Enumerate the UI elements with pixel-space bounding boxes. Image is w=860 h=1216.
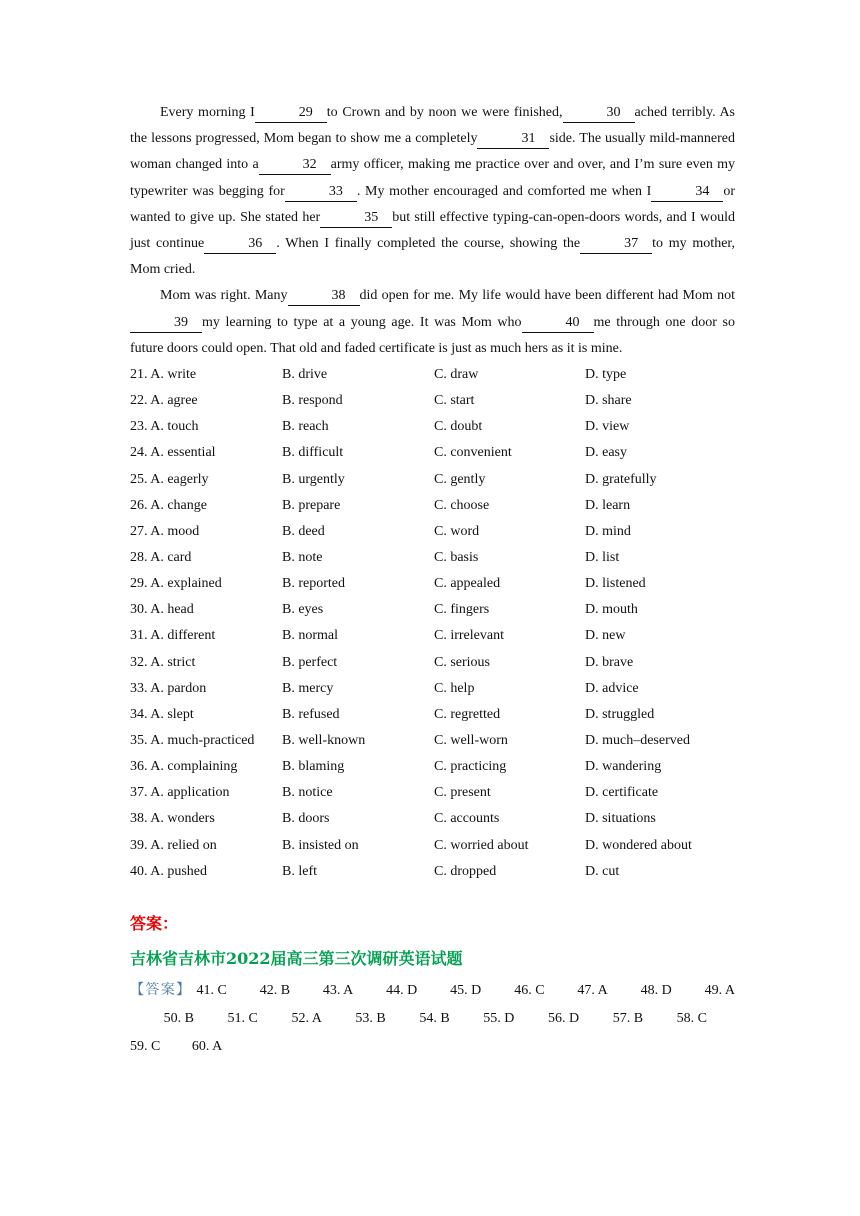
answer-item: 43. A: [322, 982, 354, 998]
question-number: 29.: [130, 576, 148, 592]
question-number: 35.: [130, 733, 148, 748]
option-c: C. appealed: [434, 576, 501, 592]
option-d: D. type: [585, 367, 627, 383]
answer-item: 54. B: [419, 1010, 450, 1026]
option-d: D. cut: [585, 863, 620, 879]
option-b: B. respond: [282, 393, 343, 409]
option-a-text: A. essential: [150, 445, 216, 461]
blank-31: 31: [477, 130, 549, 149]
option-row: [130, 806, 735, 832]
option-b: B. blaming: [282, 759, 345, 775]
option-row: [130, 623, 735, 649]
option-b: B. prepare: [282, 497, 341, 513]
option-c: C. well-worn: [434, 733, 508, 748]
option-b: B. difficult: [282, 445, 344, 461]
question-number: 25.: [130, 471, 148, 487]
answer-item: 55. D: [483, 1010, 515, 1026]
answer-item: 42. B: [259, 982, 291, 998]
answer-item: 49. A: [704, 982, 736, 998]
option-c: C. serious: [434, 654, 490, 670]
option-c: C. draw: [434, 367, 479, 383]
option-a: [130, 467, 282, 493]
option-c: C. irrelevant: [434, 628, 504, 644]
option-a: [130, 362, 282, 388]
blank-32: 32: [259, 156, 331, 175]
passage-text: but still effective typing-can-open-doors words, and I would just continue: [130, 209, 736, 252]
question-number: 30.: [130, 602, 148, 618]
option-a-text: A. explained: [150, 576, 222, 592]
option-a: [130, 545, 282, 571]
option-b: B. left: [282, 863, 317, 879]
option-a-text: A. application: [150, 785, 230, 801]
option-c: C. convenient: [434, 445, 512, 461]
option-c: C. word: [434, 523, 480, 539]
option-d: D. easy: [585, 445, 627, 461]
option-row: [130, 493, 735, 519]
option-c: C. worried about: [434, 837, 529, 853]
answer-item: 45. D: [450, 982, 482, 998]
option-b: B. doors: [282, 811, 330, 827]
option-row: [130, 780, 735, 806]
answer-item: 48. D: [640, 982, 672, 998]
question-number: 31.: [130, 628, 148, 644]
option-a-text: A. head: [150, 602, 194, 618]
question-number: 36.: [130, 759, 148, 775]
option-a-text: A. relied on: [150, 837, 217, 853]
option-row: [130, 414, 735, 440]
answer-tag: 【答案】: [130, 982, 192, 998]
blank-35: 35: [320, 209, 392, 228]
option-b: B. refused: [282, 706, 340, 722]
option-d: D. view: [585, 419, 630, 435]
option-row: [130, 597, 735, 623]
passage-text: army officer, making me practice over and over, and I’m sure even my typewriter was begging for: [130, 157, 735, 199]
passage-text: or wanted to give up. She stated her: [130, 183, 735, 225]
blank-34: 34: [651, 183, 723, 202]
option-a: [130, 676, 282, 702]
passage-text: side. The usually mild-mannered woman changed into a: [130, 131, 736, 173]
option-row: [130, 859, 735, 885]
answer-item: 58. C: [676, 1010, 707, 1026]
passage-text: to my mother, Mom cried.: [130, 236, 736, 278]
option-d: D. wandering: [585, 759, 662, 775]
option-a: [130, 650, 282, 676]
option-a-text: A. touch: [150, 419, 199, 435]
option-row: [130, 702, 735, 728]
option-b: B. urgently: [282, 471, 345, 487]
answer-item: 57. B: [612, 1010, 644, 1026]
passage-text: . When I finally completed the course, showing the: [276, 236, 581, 252]
answer-item: 56. D: [548, 1010, 580, 1026]
answer-key: [130, 977, 735, 1061]
option-a: [130, 780, 282, 806]
answer-item: 50. B: [163, 1010, 194, 1026]
option-a-text: A. change: [150, 497, 207, 513]
option-c: C. start: [434, 393, 475, 409]
option-b: B. eyes: [282, 602, 324, 618]
option-a: [130, 702, 282, 728]
option-d: D. gratefully: [585, 471, 657, 487]
question-number: 38.: [130, 811, 148, 827]
option-c: C. dropped: [434, 863, 497, 879]
option-a: [130, 571, 282, 597]
option-row: [130, 545, 735, 571]
option-d: D. share: [585, 393, 632, 409]
option-d: D. new: [585, 628, 626, 644]
option-a-text: A. strict: [150, 654, 196, 670]
passage-text: Every morning I: [160, 105, 255, 120]
blank-37: 37: [580, 235, 652, 254]
option-row: [130, 676, 735, 702]
option-b: B. note: [282, 550, 323, 566]
passage-paragraph-1: [130, 100, 735, 283]
blank-29: 29: [255, 104, 327, 123]
question-number: 22.: [130, 393, 148, 409]
option-a-text: A. pardon: [150, 680, 207, 696]
option-row: [130, 388, 735, 414]
blank-36: 36: [204, 235, 276, 254]
question-number: 21.: [130, 367, 148, 383]
option-a-text: A. card: [150, 550, 192, 566]
option-d: D. listened: [585, 576, 646, 592]
blank-39: 39: [130, 314, 202, 333]
option-a: [130, 728, 282, 754]
question-number: 26.: [130, 497, 148, 513]
passage-text: me through one door so future doors could open. That old and faded certificate is just as much hers as it is mine.: [130, 314, 735, 356]
blank-33: 33: [285, 183, 357, 202]
option-a: [130, 493, 282, 519]
option-d: D. mind: [585, 523, 631, 539]
option-d: D. learn: [585, 497, 631, 513]
option-b: B. well-known: [282, 733, 366, 748]
option-row: [130, 833, 735, 859]
options-table: [130, 362, 735, 885]
option-c: C. present: [434, 785, 491, 801]
answer-item: 47. A: [577, 982, 608, 998]
option-a: [130, 859, 282, 885]
option-a-text: A. write: [150, 367, 197, 383]
question-number: 37.: [130, 785, 148, 801]
option-row: [130, 519, 735, 545]
question-number: 34.: [130, 706, 148, 722]
answer-item: 52. A: [291, 1010, 322, 1026]
option-row: [130, 728, 735, 754]
option-a-text: A. agree: [150, 393, 198, 409]
question-number: 27.: [130, 523, 148, 539]
option-d: D. brave: [585, 654, 634, 670]
question-number: 23.: [130, 419, 148, 435]
option-a: [130, 414, 282, 440]
option-c: C. help: [434, 680, 475, 696]
answer-item: 44. D: [386, 982, 418, 998]
answer-item: 60. A: [191, 1038, 223, 1054]
option-b: B. reported: [282, 576, 345, 592]
passage-text: my learning to type at a young age. It was Mom who: [202, 314, 522, 330]
option-a-text: A. much-practiced: [150, 733, 255, 748]
blank-38: 38: [288, 287, 360, 306]
answer-item: 53. B: [355, 1010, 386, 1026]
option-a-text: A. different: [150, 628, 216, 644]
option-d: D. mouth: [585, 602, 638, 618]
option-a: [130, 519, 282, 545]
option-a: [130, 440, 282, 466]
question-number: 28.: [130, 550, 148, 566]
question-number: 39.: [130, 837, 148, 853]
option-row: [130, 440, 735, 466]
blank-40: 40: [522, 314, 594, 333]
question-number: 33.: [130, 680, 148, 696]
option-a: [130, 623, 282, 649]
option-c: C. fingers: [434, 602, 490, 618]
passage-text: to Crown and by noon we were finished,: [326, 105, 563, 120]
option-a: [130, 388, 282, 414]
option-a-text: A. complaining: [150, 759, 238, 775]
option-c: C. choose: [434, 497, 490, 513]
option-row: [130, 362, 735, 388]
option-row: [130, 467, 735, 493]
option-d: D. certificate: [585, 785, 659, 801]
option-row: [130, 754, 735, 780]
option-a: [130, 754, 282, 780]
answer-item: 41. C: [196, 982, 227, 998]
passage-text: did open for me. My life would have been different had Mom not: [359, 288, 735, 304]
option-a-text: A. eagerly: [150, 471, 209, 487]
option-a: [130, 833, 282, 859]
option-b: B. notice: [282, 785, 333, 801]
answer-item: 59. C: [130, 1038, 161, 1054]
option-b: B. normal: [282, 628, 338, 644]
option-c: C. regretted: [434, 706, 501, 722]
question-number: 24.: [130, 445, 148, 461]
option-b: B. mercy: [282, 680, 334, 696]
question-number: 40.: [130, 863, 148, 879]
option-b: B. drive: [282, 367, 328, 383]
blank-30: 30: [563, 104, 635, 123]
passage-text: . My mother encouraged and comforted me when I: [356, 183, 652, 199]
answer-label: 答案：: [130, 913, 179, 933]
option-b: B. perfect: [282, 654, 338, 670]
option-a-text: A. pushed: [150, 863, 208, 879]
option-c: C. doubt: [434, 419, 483, 435]
option-d: D. situations: [585, 811, 656, 827]
option-a: [130, 806, 282, 832]
question-number: 32.: [130, 654, 148, 670]
option-c: C. accounts: [434, 811, 500, 827]
option-a-text: A. slept: [150, 706, 194, 722]
option-row: [130, 650, 735, 676]
option-d: D. advice: [585, 680, 639, 696]
option-row: [130, 571, 735, 597]
page-content: [130, 100, 735, 1061]
option-b: B. insisted on: [282, 837, 359, 853]
passage-text: Mom was right. Many: [160, 288, 288, 304]
passage-text: ached terribly. As the lessons progressed, Mom began to show me a completely: [130, 105, 736, 147]
option-b: B. reach: [282, 419, 329, 435]
option-d: D. list: [585, 550, 620, 566]
option-a-text: A. mood: [150, 523, 200, 539]
answer-item: 46. C: [514, 982, 545, 998]
option-c: C. practicing: [434, 759, 507, 775]
option-d: D. wondered about: [585, 837, 692, 853]
answer-item: 51. C: [227, 1010, 258, 1026]
option-a-text: A. wonders: [150, 811, 215, 827]
option-d: D. struggled: [585, 706, 655, 722]
option-c: C. basis: [434, 550, 479, 566]
passage: [130, 100, 735, 362]
option-b: B. deed: [282, 523, 325, 539]
exam-title: 吉林省吉林市2022届高三第三次调研英语试题: [130, 948, 463, 968]
option-d: D. much–deserved: [585, 733, 690, 748]
passage-paragraph-2: [130, 283, 735, 362]
option-c: C. gently: [434, 471, 486, 487]
option-a: [130, 597, 282, 623]
